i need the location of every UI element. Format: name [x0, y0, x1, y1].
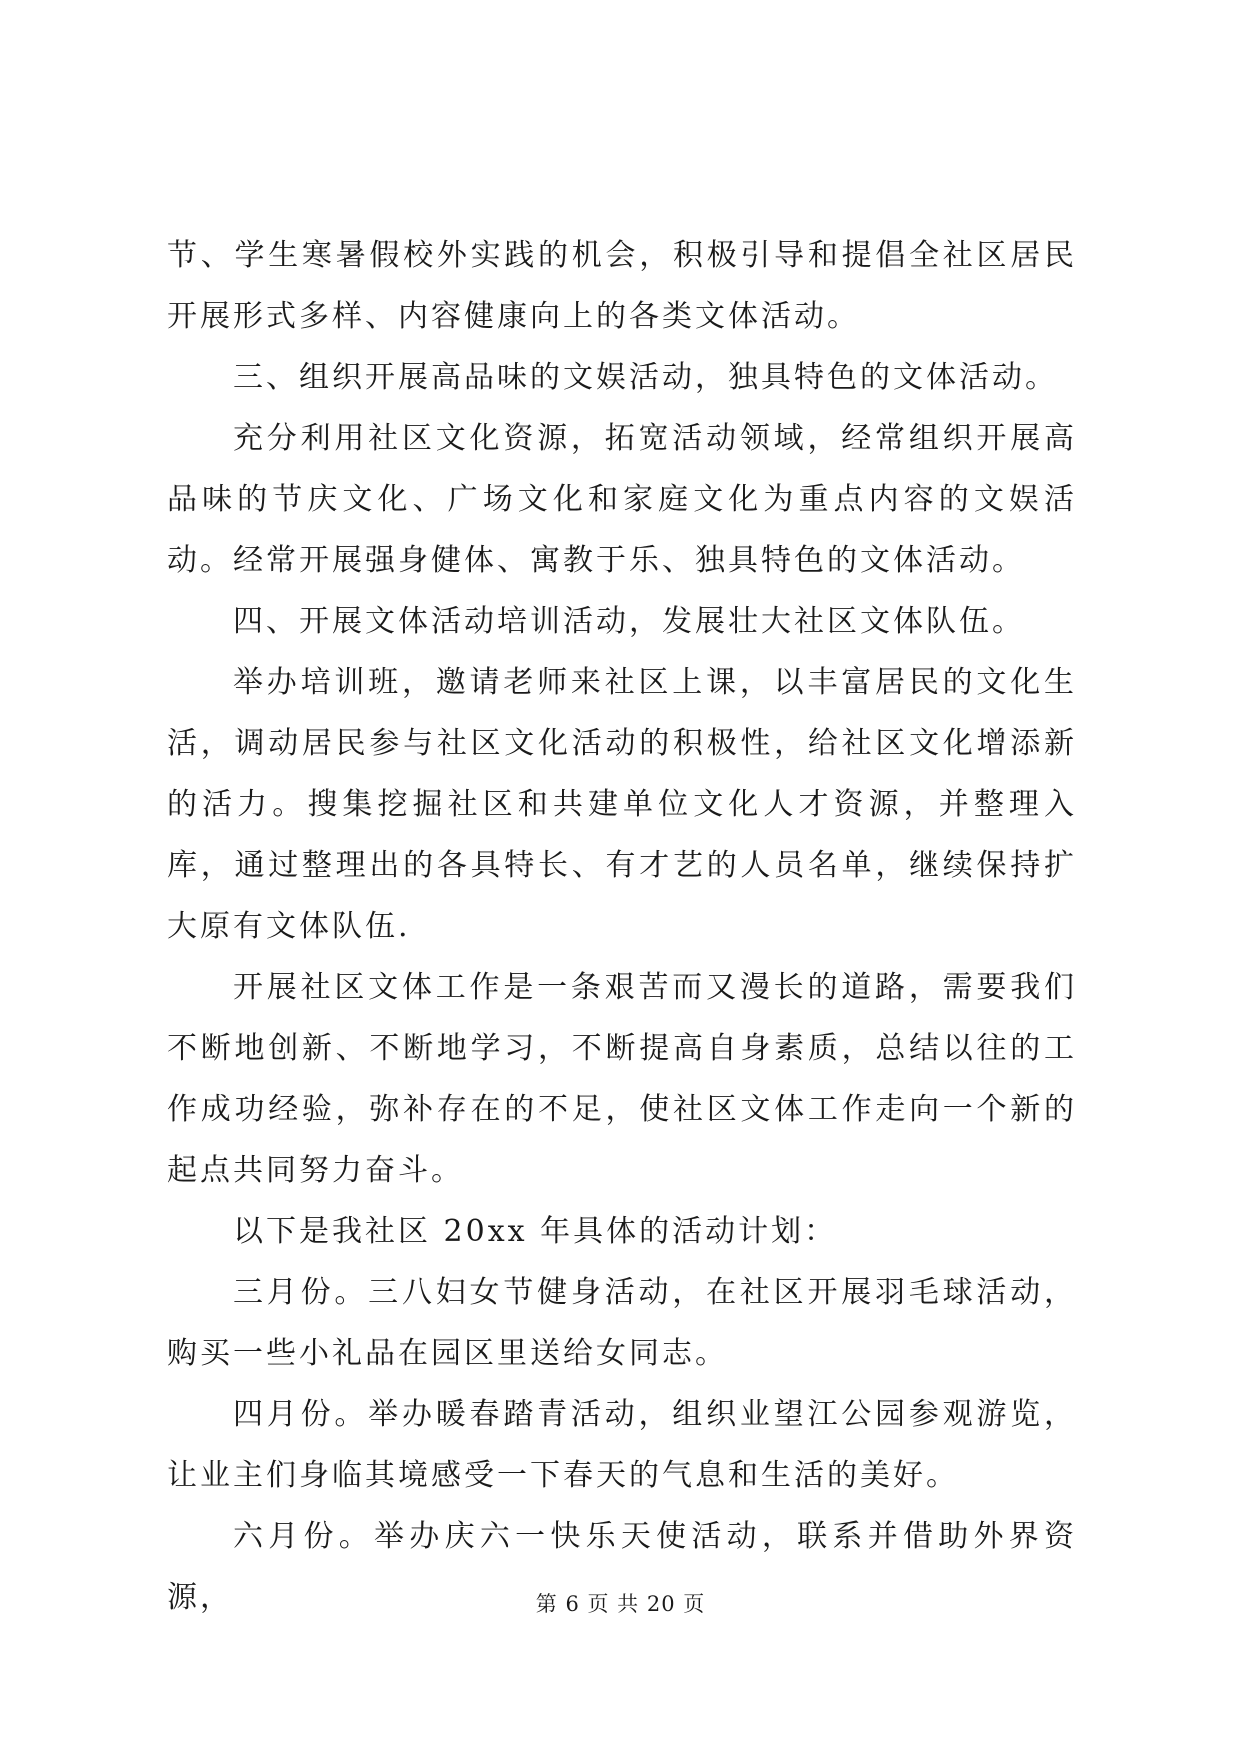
paragraph-june: 六月份。举办庆六一快乐天使活动，联系并借助外界资源，	[167, 1519, 1077, 1615]
paragraph-continuation: 节、学生寒暑假校外实践的机会，积极引导和提倡全社区居民开展形式多样、内容健康向上的各类文体活动。	[167, 238, 1077, 334]
page-number-footer: 第 6 页 共 20 页	[535, 1592, 706, 1616]
paragraph-training: 举办培训班，邀请老师来社区上课，以丰富居民的文化生活，调动居民参与社区文化活动的积极性，给社区文化增添新的活力。搜集挖掘社区和共建单位文化人才资源，并整理入库，通过整理出的各具特长、有才艺的人员名单，继续保持扩大原有文体队伍.	[167, 665, 1077, 944]
document-body	[167, 225, 1077, 1628]
paragraph-conclusion: 开展社区文体工作是一条艰苦而又漫长的道路，需要我们不断地创新、不断地学习，不断提高自身素质，总结以往的工作成功经验，弥补存在的不足，使社区文体工作走向一个新的起点共同努力奋斗。	[167, 970, 1077, 1188]
paragraph-culture-resources: 充分利用社区文化资源，拓宽活动领域，经常组织开展高品味的节庆文化、广场文化和家庭文化为重点内容的文娱活动。经常开展强身健体、寓教于乐、独具特色的文体活动。	[167, 421, 1077, 578]
section-heading-3: 三、组织开展高品味的文娱活动，独具特色的文体活动。	[233, 360, 1058, 395]
paragraph-april: 四月份。举办暖春踏青活动，组织业望江公园参观游览，让业主们身临其境感受一下春天的气息和生活的美好。	[167, 1397, 1077, 1493]
section-heading-4: 四、开展文体活动培训活动，发展壮大社区文体队伍。	[233, 604, 1025, 639]
paragraph-plan-intro: 以下是我社区 20xx 年具体的活动计划：	[233, 1214, 838, 1249]
paragraph-march: 三月份。三八妇女节健身活动，在社区开展羽毛球活动，购买一些小礼品在园区里送给女同志。	[167, 1275, 1077, 1371]
